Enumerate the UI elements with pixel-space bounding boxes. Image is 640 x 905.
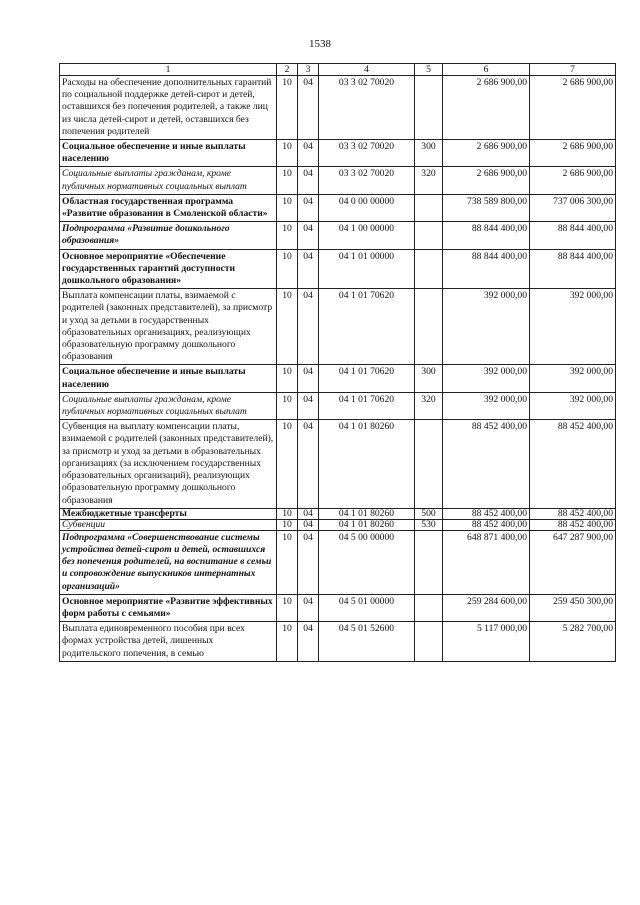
row-amount-year1-cell: 392 000,00: [443, 289, 530, 365]
row-amount-year1-cell: 88 452 400,00: [443, 420, 530, 508]
row-section-cell: 10: [277, 519, 298, 530]
row-amount-year2-cell: 392 000,00: [530, 365, 616, 392]
row-name-cell: Социальные выплаты гражданам, кроме публичных нормативных социальных выплат: [60, 392, 277, 419]
row-expense-type-cell: [415, 222, 443, 249]
row-subsection-cell: 04: [298, 222, 319, 249]
row-subsection-cell: 04: [298, 420, 319, 508]
row-name-cell: Основное мероприятие «Развитие эффективных форм работы с семьями»: [60, 594, 277, 621]
row-subsection-cell: 04: [298, 140, 319, 167]
row-target-article-cell: 03 3 02 70020: [319, 76, 415, 140]
row-name-cell: Социальное обеспечение и иные выплаты населению: [60, 140, 277, 167]
row-target-article-cell: 04 1 01 80260: [319, 420, 415, 508]
row-name-cell: Областная государственная программа «Развитие образования в Смоленской области»: [60, 194, 277, 221]
row-expense-type-cell: 530: [415, 519, 443, 530]
budget-table: [59, 63, 616, 662]
header-cell: 3: [298, 64, 319, 76]
row-amount-year2-cell: 647 287 900,00: [530, 530, 616, 594]
row-target-article-cell: 04 1 00 00000: [319, 222, 415, 249]
header-cell: 6: [443, 64, 530, 76]
row-amount-year1-cell: 392 000,00: [443, 392, 530, 419]
row-amount-year1-cell: 88 452 400,00: [443, 508, 530, 519]
row-amount-year2-cell: 2 686 900,00: [530, 76, 616, 140]
row-target-article-cell: 04 5 01 52600: [319, 622, 415, 662]
row-expense-type-cell: [415, 76, 443, 140]
row-section-cell: 10: [277, 365, 298, 392]
row-subsection-cell: 04: [298, 249, 319, 289]
row-name-cell: Подпрограмма «Развитие дошкольного образования»: [60, 222, 277, 249]
row-amount-year1-cell: 259 284 600,00: [443, 594, 530, 621]
table-row: [60, 530, 616, 594]
row-name-cell: Основное мероприятие «Обеспечение государственных гарантий доступности дошкольного образования»: [60, 249, 277, 289]
row-name-cell: Субвенции: [60, 519, 277, 530]
header-row: [60, 64, 616, 76]
header-cell: 7: [530, 64, 616, 76]
row-target-article-cell: 04 1 01 80260: [319, 508, 415, 519]
row-target-article-cell: 04 5 00 00000: [319, 530, 415, 594]
row-amount-year2-cell: 88 452 400,00: [530, 519, 616, 530]
row-expense-type-cell: 320: [415, 392, 443, 419]
table-row: [60, 167, 616, 194]
row-name-cell: Выплата компенсации платы, взимаемой с родителей (законных представителей), за присмотр и уход за детьми в государственных образовательных организациях, реализующих образовательную программу дошкольного образования: [60, 289, 277, 365]
row-target-article-cell: 03 3 02 70020: [319, 167, 415, 194]
row-expense-type-cell: [415, 420, 443, 508]
row-subsection-cell: 04: [298, 519, 319, 530]
row-section-cell: 10: [277, 249, 298, 289]
row-subsection-cell: 04: [298, 530, 319, 594]
row-subsection-cell: 04: [298, 289, 319, 365]
row-amount-year2-cell: 88 452 400,00: [530, 420, 616, 508]
row-amount-year2-cell: 259 450 300,00: [530, 594, 616, 621]
row-amount-year1-cell: 2 686 900,00: [443, 140, 530, 167]
row-expense-type-cell: 500: [415, 508, 443, 519]
row-target-article-cell: 04 1 01 80260: [319, 519, 415, 530]
row-amount-year1-cell: 2 686 900,00: [443, 167, 530, 194]
row-subsection-cell: 04: [298, 76, 319, 140]
row-subsection-cell: 04: [298, 622, 319, 662]
row-section-cell: 10: [277, 140, 298, 167]
row-section-cell: 10: [277, 194, 298, 221]
row-name-cell: Подпрограмма «Совершенствование системы устройства детей-сирот и детей, оставшихся без попечения родителей, на воспитание в семьи и сопровождение выпускников интернатных организаций»: [60, 530, 277, 594]
table-row: [60, 249, 616, 289]
row-section-cell: 10: [277, 289, 298, 365]
header-cell: 5: [415, 64, 443, 76]
row-target-article-cell: 04 1 01 70620: [319, 289, 415, 365]
row-expense-type-cell: [415, 194, 443, 221]
table-row: [60, 140, 616, 167]
row-amount-year2-cell: 88 452 400,00: [530, 508, 616, 519]
row-expense-type-cell: 320: [415, 167, 443, 194]
row-amount-year1-cell: 5 117 000,00: [443, 622, 530, 662]
row-amount-year2-cell: 5 282 700,00: [530, 622, 616, 662]
row-amount-year1-cell: 392 000,00: [443, 365, 530, 392]
table-row: [60, 222, 616, 249]
row-target-article-cell: 04 1 01 70620: [319, 392, 415, 419]
table-row: [60, 594, 616, 621]
row-name-cell: Выплата единовременного пособия при всех формах устройства детей, лишенных родительского попечения, в семью: [60, 622, 277, 662]
row-expense-type-cell: [415, 622, 443, 662]
row-target-article-cell: 04 0 00 00000: [319, 194, 415, 221]
table-row: [60, 508, 616, 519]
row-amount-year1-cell: 2 686 900,00: [443, 76, 530, 140]
row-expense-type-cell: [415, 594, 443, 621]
header-cell: 2: [277, 64, 298, 76]
row-section-cell: 10: [277, 76, 298, 140]
row-name-cell: Социальные выплаты гражданам, кроме публичных нормативных социальных выплат: [60, 167, 277, 194]
row-name-cell: Расходы на обеспечение дополнительных гарантий по социальной поддержке детей-сирот и детей, оставшихся без попечения родителей, а также лиц из числа детей-сирот и детей, оставшихся без попечения родителей: [60, 76, 277, 140]
row-section-cell: 10: [277, 392, 298, 419]
row-amount-year2-cell: 392 000,00: [530, 289, 616, 365]
row-expense-type-cell: [415, 249, 443, 289]
row-subsection-cell: 04: [298, 167, 319, 194]
table-row: [60, 76, 616, 140]
row-expense-type-cell: 300: [415, 140, 443, 167]
header-cell: 4: [319, 64, 415, 76]
row-amount-year2-cell: 2 686 900,00: [530, 140, 616, 167]
row-amount-year1-cell: 648 871 400,00: [443, 530, 530, 594]
row-section-cell: 10: [277, 420, 298, 508]
row-amount-year2-cell: 392 000,00: [530, 392, 616, 419]
row-section-cell: 10: [277, 594, 298, 621]
row-section-cell: 10: [277, 167, 298, 194]
table-row: [60, 622, 616, 662]
row-subsection-cell: 04: [298, 392, 319, 419]
row-name-cell: Межбюджетные трансферты: [60, 508, 277, 519]
row-section-cell: 10: [277, 508, 298, 519]
row-target-article-cell: 04 1 01 70620: [319, 365, 415, 392]
row-name-cell: Субвенция на выплату компенсации платы, взимаемой с родителей (законных представителей), за присмотр и уход за детьми в образовательных организациях (за исключением государственных образовательных организаций), реализующих образовательную программу дошкольного образования: [60, 420, 277, 508]
table-row: [60, 519, 616, 530]
row-expense-type-cell: [415, 530, 443, 594]
row-target-article-cell: 04 5 01 00000: [319, 594, 415, 621]
row-amount-year2-cell: 737 006 300,00: [530, 194, 616, 221]
row-section-cell: 10: [277, 622, 298, 662]
row-subsection-cell: 04: [298, 365, 319, 392]
row-section-cell: 10: [277, 222, 298, 249]
row-amount-year1-cell: 88 844 400,00: [443, 222, 530, 249]
row-expense-type-cell: 300: [415, 365, 443, 392]
row-name-cell: Социальное обеспечение и иные выплаты населению: [60, 365, 277, 392]
row-amount-year1-cell: 88 452 400,00: [443, 519, 530, 530]
table-row: [60, 289, 616, 365]
header-cell: 1: [60, 64, 277, 76]
table-row: [60, 194, 616, 221]
row-expense-type-cell: [415, 289, 443, 365]
row-amount-year2-cell: 88 844 400,00: [530, 222, 616, 249]
page-number: 1538: [309, 38, 331, 50]
row-amount-year2-cell: 2 686 900,00: [530, 167, 616, 194]
row-target-article-cell: 03 3 02 70020: [319, 140, 415, 167]
table-row: [60, 420, 616, 508]
row-amount-year2-cell: 88 844 400,00: [530, 249, 616, 289]
row-amount-year1-cell: 88 844 400,00: [443, 249, 530, 289]
table-row: [60, 392, 616, 419]
table-body: [60, 76, 616, 662]
row-target-article-cell: 04 1 01 00000: [319, 249, 415, 289]
row-amount-year1-cell: 738 589 800,00: [443, 194, 530, 221]
row-subsection-cell: 04: [298, 194, 319, 221]
table-row: [60, 365, 616, 392]
row-section-cell: 10: [277, 530, 298, 594]
row-subsection-cell: 04: [298, 594, 319, 621]
row-subsection-cell: 04: [298, 508, 319, 519]
